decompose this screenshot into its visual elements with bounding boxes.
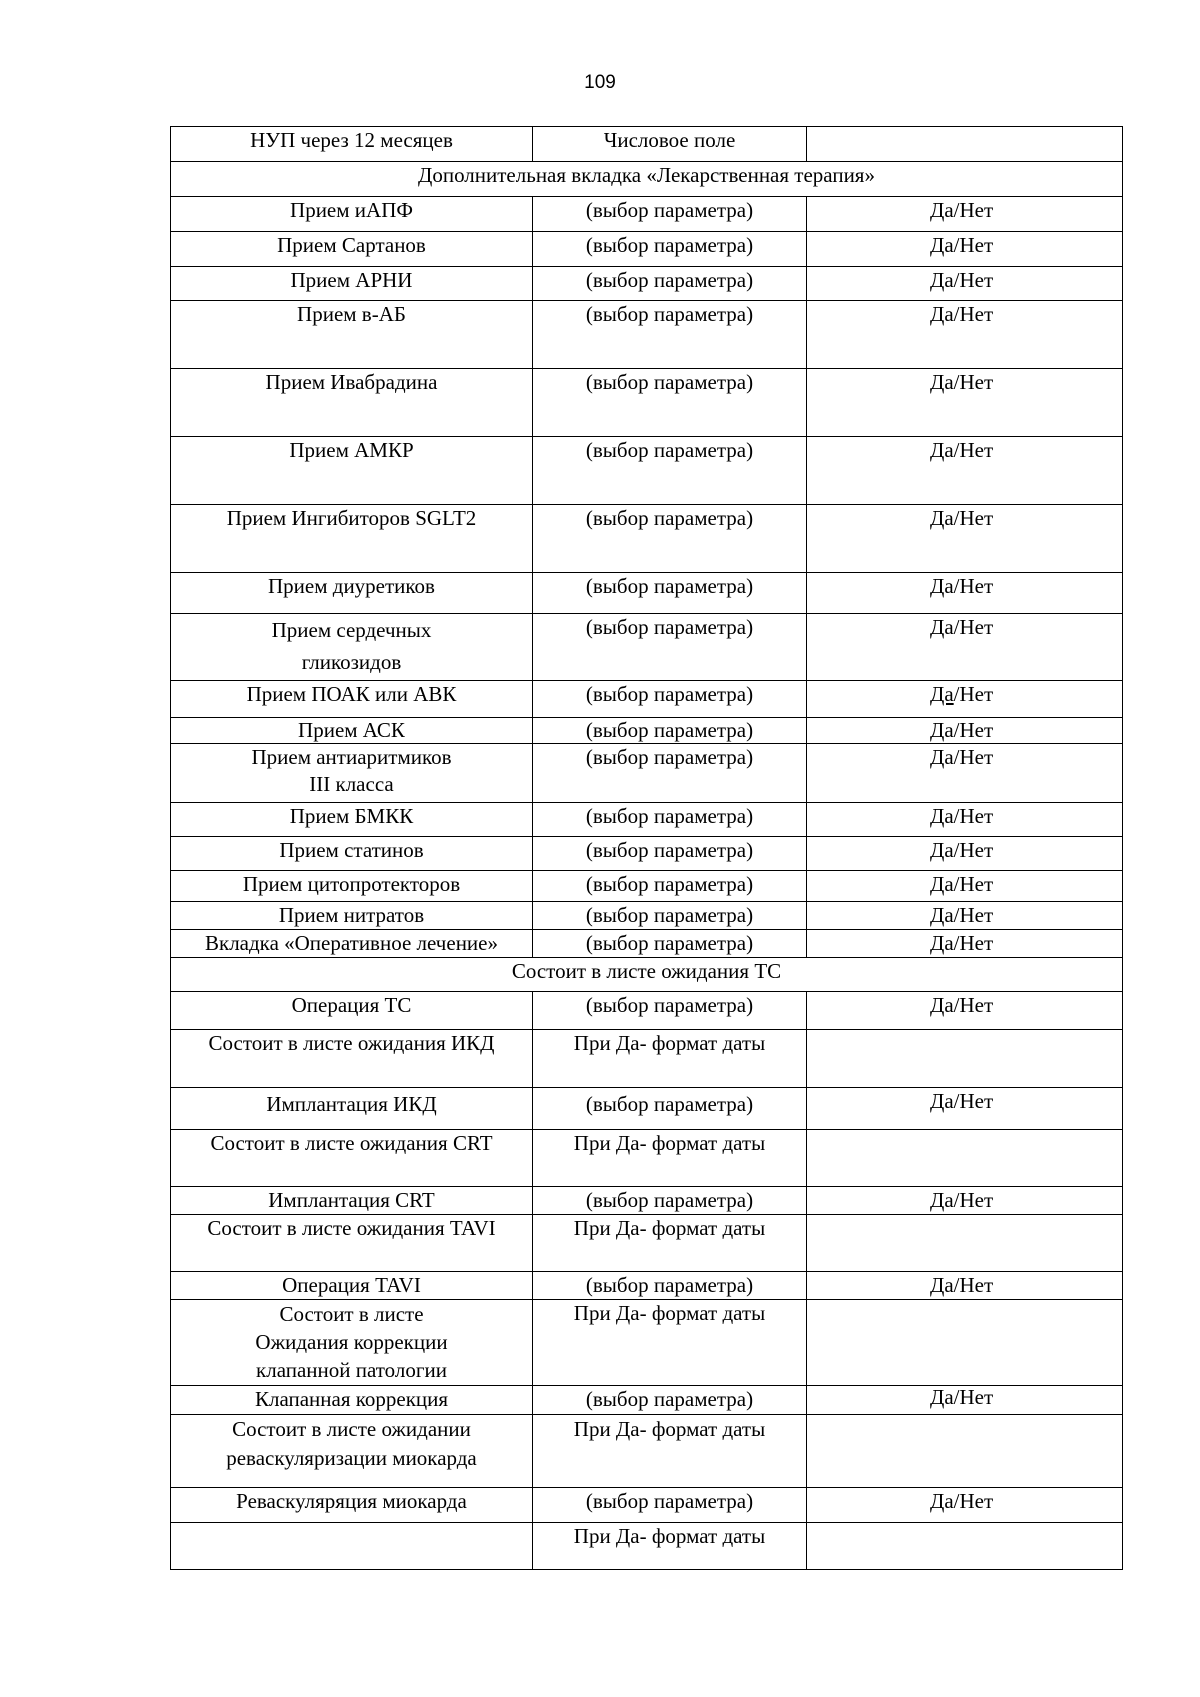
section-header: Состоит в листе ожидания ТС <box>171 958 1123 992</box>
row-label: Прием Сартанов <box>171 232 533 267</box>
row-type: (выбор параметра) <box>533 232 807 267</box>
row-label: Прием сердечных гликозидов <box>171 614 533 681</box>
table-row <box>171 505 1123 573</box>
row-label: Прием АРНИ <box>171 267 533 301</box>
row-label: Прием диуретиков <box>171 573 533 614</box>
table-row <box>171 681 1123 718</box>
section-row <box>171 162 1123 197</box>
table-row <box>171 301 1123 369</box>
row-type: (выбор параметра) <box>533 505 807 573</box>
table-row <box>171 1187 1123 1215</box>
row-type: (выбор параметра) <box>533 1386 807 1415</box>
row-label: Операция TAVI <box>171 1272 533 1300</box>
row-type: (выбор параметра) <box>533 1088 807 1130</box>
row-label: Прием АМКР <box>171 437 533 505</box>
row-type: (выбор параметра) <box>533 437 807 505</box>
row-value <box>807 1300 1123 1386</box>
row-value: Да/Нет <box>807 573 1123 614</box>
row-label: Прием в-АБ <box>171 301 533 369</box>
page-number: 109 <box>584 72 616 93</box>
row-type: (выбор параметра) <box>533 837 807 871</box>
row-label: Реваскуляряция миокарда <box>171 1488 533 1523</box>
row-value: Да/Нет <box>807 301 1123 369</box>
table-row <box>171 1030 1123 1088</box>
row-type: (выбор параметра) <box>533 992 807 1030</box>
row-value: Да/Нет <box>807 837 1123 871</box>
row-label: Прием ПОАК или АВК <box>171 681 533 718</box>
table-row <box>171 614 1123 681</box>
row-value: Да/Нет <box>807 267 1123 301</box>
row-label: НУП через 12 месяцев <box>171 127 533 162</box>
table-row <box>171 197 1123 232</box>
row-type: (выбор параметра) <box>533 197 807 232</box>
table-row <box>171 369 1123 437</box>
row-type: (выбор параметра) <box>533 930 807 958</box>
row-label: Прием БМКК <box>171 803 533 837</box>
row-label: Состоит в листе ожидания ИКД <box>171 1030 533 1088</box>
row-value: Да/Нет <box>807 614 1123 681</box>
table-row <box>171 267 1123 301</box>
row-value: Да/Нет <box>807 437 1123 505</box>
row-label: Прием иАПФ <box>171 197 533 232</box>
row-type: При Да- формат даты <box>533 1215 807 1272</box>
row-type: (выбор параметра) <box>533 267 807 301</box>
table-row <box>171 718 1123 744</box>
row-type: (выбор параметра) <box>533 1187 807 1215</box>
row-value: Да/Нет <box>807 803 1123 837</box>
table-row <box>171 930 1123 958</box>
table-row <box>171 127 1123 162</box>
table-row <box>171 744 1123 803</box>
section-header: Дополнительная вкладка «Лекарственная терапия» <box>171 162 1123 197</box>
row-type: (выбор параметра) <box>533 1272 807 1300</box>
table-row <box>171 871 1123 902</box>
row-value: Да/Нет <box>807 718 1123 744</box>
row-label: Операция ТС <box>171 992 533 1030</box>
row-label: Прием Ингибиторов SGLT2 <box>171 505 533 573</box>
row-label <box>171 1523 533 1570</box>
table-row <box>171 1088 1123 1130</box>
row-type: При Да- формат даты <box>533 1030 807 1088</box>
row-label: Прием антиаритмиков III класса <box>171 744 533 803</box>
row-label: Состоит в листе ожидания CRT <box>171 1130 533 1187</box>
table-row <box>171 1215 1123 1272</box>
row-value: Да/Нет <box>807 992 1123 1030</box>
row-value: Да/Нет <box>807 871 1123 902</box>
table-row <box>171 1523 1123 1570</box>
table-row <box>171 803 1123 837</box>
table-row <box>171 437 1123 505</box>
table-row <box>171 1488 1123 1523</box>
table-row <box>171 573 1123 614</box>
table-row <box>171 837 1123 871</box>
row-value: Да/Нет <box>807 902 1123 930</box>
row-value: Да/Нет <box>807 1187 1123 1215</box>
row-type: При Да- формат даты <box>533 1300 807 1386</box>
table-row <box>171 232 1123 267</box>
table-row <box>171 1386 1123 1415</box>
row-value: Да/Нет <box>807 744 1123 803</box>
row-type: (выбор параметра) <box>533 573 807 614</box>
underlined-yes: Да <box>930 682 954 706</box>
value-rest: /Нет <box>953 682 994 706</box>
row-value <box>807 1215 1123 1272</box>
row-value: Да/Нет <box>807 930 1123 958</box>
row-value <box>807 1523 1123 1570</box>
row-label: Состоит в листе Ожидания коррекции клапанной патологии <box>171 1300 533 1386</box>
row-label: Прием АСК <box>171 718 533 744</box>
row-label: Клапанная коррекция <box>171 1386 533 1415</box>
table-row <box>171 1300 1123 1386</box>
row-value <box>807 681 1123 718</box>
row-type: При Да- формат даты <box>533 1415 807 1488</box>
row-label: Прием Ивабрадина <box>171 369 533 437</box>
row-value: Да/Нет <box>807 1088 1123 1130</box>
row-label: Вкладка «Оперативное лечение» <box>171 930 533 958</box>
section-row <box>171 958 1123 992</box>
row-type: (выбор параметра) <box>533 803 807 837</box>
row-label: Состоит в листе ожидании реваскуляризации миокарда <box>171 1415 533 1488</box>
row-value <box>807 127 1123 162</box>
row-type: (выбор параметра) <box>533 744 807 803</box>
row-label: Состоит в листе ожидания TAVI <box>171 1215 533 1272</box>
row-type: (выбор параметра) <box>533 301 807 369</box>
table-row <box>171 992 1123 1030</box>
row-value: Да/Нет <box>807 505 1123 573</box>
table-row <box>171 1415 1123 1488</box>
row-type: Числовое поле <box>533 127 807 162</box>
row-type: (выбор параметра) <box>533 871 807 902</box>
table-row <box>171 902 1123 930</box>
row-type: При Да- формат даты <box>533 1130 807 1187</box>
row-type: (выбор параметра) <box>533 1488 807 1523</box>
row-type: (выбор параметра) <box>533 718 807 744</box>
row-label: Прием статинов <box>171 837 533 871</box>
row-label: Прием цитопротекторов <box>171 871 533 902</box>
row-label: Имплантация ИКД <box>171 1088 533 1130</box>
row-value: Да/Нет <box>807 232 1123 267</box>
row-value: Да/Нет <box>807 369 1123 437</box>
row-value: Да/Нет <box>807 197 1123 232</box>
table-row <box>171 1272 1123 1300</box>
row-value: Да/Нет <box>807 1386 1123 1415</box>
row-value: Да/Нет <box>807 1488 1123 1523</box>
row-type: (выбор параметра) <box>533 369 807 437</box>
row-type: (выбор параметра) <box>533 681 807 718</box>
row-value <box>807 1130 1123 1187</box>
row-value <box>807 1030 1123 1088</box>
row-label: Прием нитратов <box>171 902 533 930</box>
row-type: (выбор параметра) <box>533 614 807 681</box>
row-label: Имплантация CRT <box>171 1187 533 1215</box>
row-type: При Да- формат даты <box>533 1523 807 1570</box>
form-table <box>170 126 1123 1570</box>
row-type: (выбор параметра) <box>533 902 807 930</box>
table-row <box>171 1130 1123 1187</box>
row-value <box>807 1415 1123 1488</box>
row-value: Да/Нет <box>807 1272 1123 1300</box>
